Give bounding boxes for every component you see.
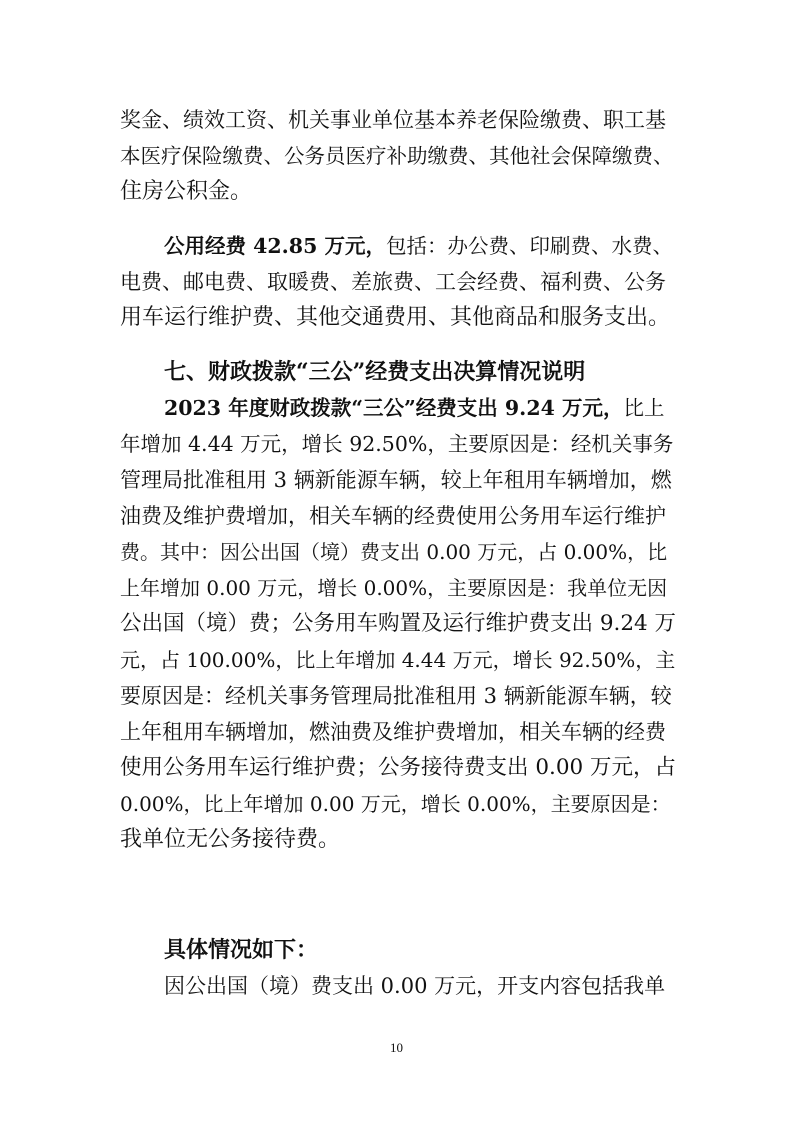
text-line: 上年租用车辆增加，燃油费及维护费增加，相关车辆的经费 xyxy=(120,720,666,744)
section-heading: 七、财政拨款“三公”经费支出决算情况说明 xyxy=(164,359,586,385)
text-line xyxy=(120,228,676,264)
page-number: 10 xyxy=(390,1040,403,1055)
text-line: 使用公务用车运行维护费；公务接待费支出 0.00 万元，占 xyxy=(120,755,677,780)
sub-heading: 具体情况如下： xyxy=(164,937,319,963)
text-line: 油费及维护费增加，相关车辆的经费使用公务用车运行维护 xyxy=(120,504,666,528)
text-line: 上年增加 0.00 万元，增长 0.00%，主要原因是：我单位无因 xyxy=(120,576,668,600)
text-line: 年增加 4.44 万元，增长 92.50%，主要原因是：经机关事务 xyxy=(120,432,674,456)
text-line: 我单位无公务接待费。 xyxy=(120,827,341,852)
text-line: 要原因是：经机关事务管理局批准租用 3 辆新能源车辆，较 xyxy=(120,684,672,708)
public-expenses-lead: 公用经费 42.85 万元， xyxy=(164,234,386,258)
text-line: 费。其中：因公出国（境）费支出 0.00 万元，占 0.00%，比 xyxy=(120,540,668,564)
text-line xyxy=(120,390,676,426)
text-fragment: 包括：办公费、印刷费、水费、 xyxy=(385,234,673,258)
text-line: 管理局批准租用 3 辆新能源车辆，较上年租用车辆增加，燃 xyxy=(120,468,672,492)
text-line: 公出国（境）费；公务用车购置及运行维护费支出 9.24 万 xyxy=(120,611,677,636)
text-fragment: 比上 xyxy=(623,396,665,420)
text-line: 本医疗保险缴费、公务员医疗补助缴费、其他社会保障缴费、 xyxy=(120,144,674,168)
paragraph-public-expenses xyxy=(120,228,676,336)
text-line: 用车运行维护费、其他交通费用、其他商品和服务支出。 xyxy=(120,305,671,330)
text-line: 因公出国（境）费支出 0.00 万元，开支内容包括我单 xyxy=(164,974,666,998)
paragraph-three-public-expenses xyxy=(120,390,676,858)
text-line: 电费、邮电费、取暖费、差旅费、工会经费、福利费、公务 xyxy=(120,270,666,294)
text-line: 0.00%，比上年增加 0.00 万元，增长 0.00%，主要原因是： xyxy=(120,792,671,816)
text-line: 住房公积金。 xyxy=(120,179,253,204)
paragraph-personnel-expenses xyxy=(120,102,676,210)
three-public-expenses-lead: 2023 年度财政拨款“三公”经费支出 9.24 万元， xyxy=(164,396,624,420)
paragraph-overseas-travel xyxy=(120,968,676,1004)
text-line: 元，占 100.00%，比上年增加 4.44 万元，增长 92.50%，主 xyxy=(120,648,676,672)
text-line: 奖金、绩效工资、机关事业单位基本养老保险缴费、职工基 xyxy=(120,108,666,132)
